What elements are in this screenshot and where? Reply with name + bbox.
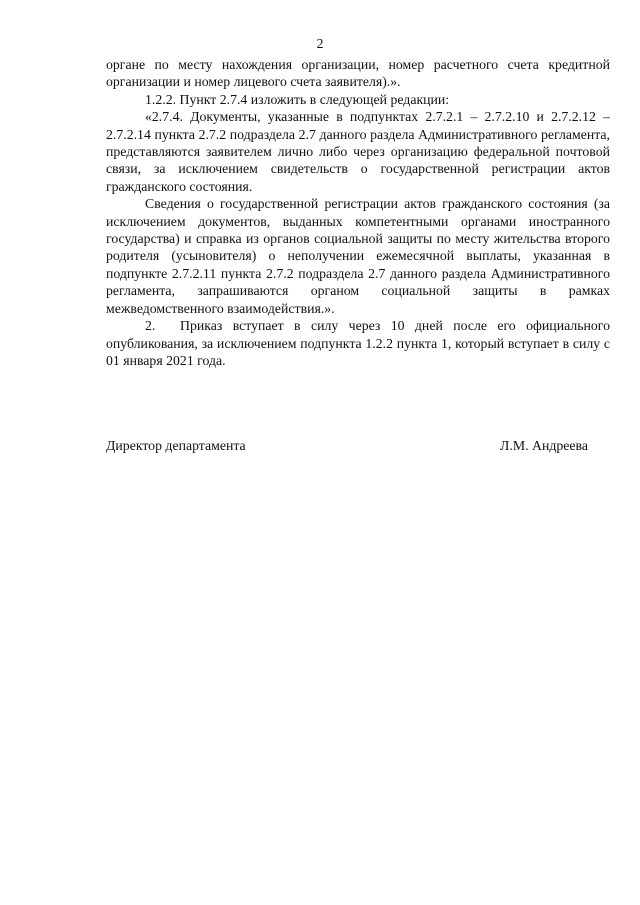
- item-2-paragraph: [106, 317, 610, 369]
- signatory-position: Директор департамента: [106, 438, 246, 453]
- document-body: [106, 56, 610, 369]
- continuation-paragraph: органе по месту нахождения организации, номер расчетного счета кредитной организации и номер лицевого счета заявителя).».: [106, 57, 610, 90]
- item-2-number: 2.: [145, 318, 156, 334]
- page-number: 2: [316, 37, 324, 52]
- item-2-7-4-paragraph: «2.7.4. Документы, указанные в подпунктах 2.7.2.1 – 2.7.2.10 и 2.7.2.12 – 2.7.2.14 пункта 2.7.2 подраздела 2.7 данного раздела Административного регламента, представляются заявителем лично либо через организацию федеральной почтовой связи, за исключением свидетельств о государственной регистрации актов гражданского состояния.: [106, 109, 610, 194]
- signatory-name: Л.М. Андреева: [500, 438, 588, 453]
- info-paragraph: Сведения о государственной регистрации актов гражданского состояния (за исключением документов, выданных компетентными органами иностранного государства) и справка из органов социальной защиты по месту жительства второго родителя (усыновителя) о неполучении ежемесячной выплаты, указанная в подпункте 2.7.2.11 пункта 2.7.2 подраздела 2.7 данного раздела Административного регламента, запрашиваются органом социальной защиты в рамках межведомственного взаимодействия.».: [106, 196, 610, 316]
- point-1-2-2-paragraph: 1.2.2. Пункт 2.7.4 изложить в следующей редакции:: [145, 91, 450, 107]
- item-2-text: Приказ вступает в силу через 10 дней после его официального опубликования, за исключением подпункта 1.2.2 пункта 1, который вступает в силу с 01 января 2021 года.: [106, 318, 610, 368]
